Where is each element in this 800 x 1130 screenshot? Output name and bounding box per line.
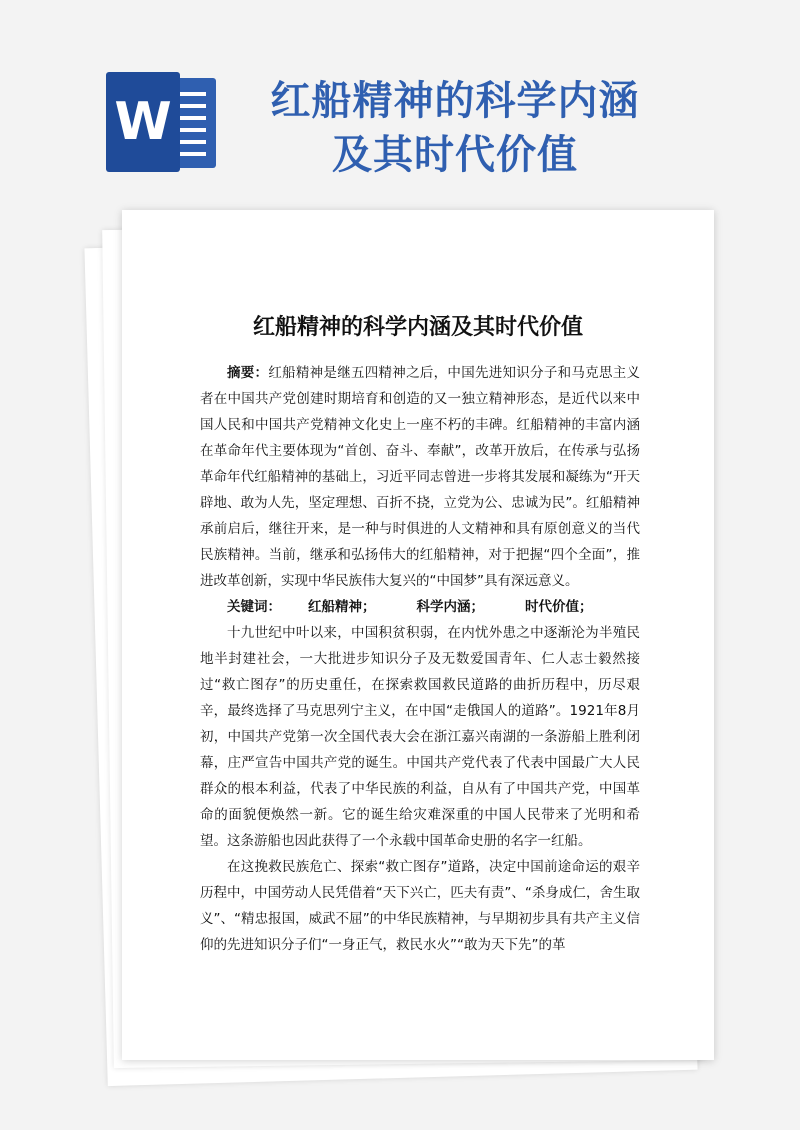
keyword-item: 时代价值； (525, 599, 593, 615)
document-body (200, 360, 640, 958)
abstract-paragraph (200, 360, 640, 594)
body-paragraph-1: 十九世纪中叶以来，中国积贫积弱，在内忧外患之中逐渐沦为半殖民地半封建社会，一大批进步知识分子及无数爱国青年、仁人志士毅然接过“救亡图存”的历史重任，在探索救国救民道路的曲折历程中，历尽艰辛，最终选择了马克思列宁主义，在中国“走俄国人的道路”。1921年8月初，中国共产党第一次全国代表大会在浙江嘉兴南湖的一条游船上胜利闭幕，庄严宣告中国共产党的诞生。中国共产党代表了代表中国最广大人民群众的根本利益，代表了中华民族的利益，自从有了中国共产党，中国革命的面貌便焕然一新。它的诞生给灾难深重的中国人民带来了光明和希望。这条游船也因此获得了一个永载中国革命史册的名字一红船。 (200, 625, 640, 849)
keyword-item: 科学内涵； (416, 599, 484, 615)
word-document-icon (106, 72, 218, 172)
document-title: 红船精神的科学内涵及其时代价值 (252, 315, 583, 340)
document-page (122, 210, 714, 1060)
word-letter-badge: W (106, 72, 180, 172)
header (0, 0, 800, 210)
abstract-text: 红船精神是继五四精神之后，中国先进知识分子和马克思主义者在中国共产党创建时期培育和创造的又一独立精神形态，是近代以来中国人民和中国共产党精神文化史上一座不朽的丰碑。红船精神的丰富内涵在革命年代主要体现为“首创、奋斗、奉献”，改革开放后，在传承与弘扬革命年代红船精神的基础上，习近平同志曾进一步将其发展和凝练为“开天辟地、敢为人先，坚定理想、百折不挠，立党为公、忠诚为民”。红船精神承前启后，继往开来，是一种与时俱进的人文精神和具有原创意义的当代民族精神。当前，继承和弘扬伟大的红船精神，对于把握“四个全面”，推进改革创新，实现中华民族伟大复兴的“中国梦”具有深远意义。 (200, 365, 640, 589)
header-title-line2: 及其时代价值 (332, 132, 578, 178)
header-title-line1: 红船精神的科学内涵 (270, 78, 640, 124)
keyword-item: 红船精神； (308, 599, 376, 615)
abstract-label: 摘要： (227, 365, 269, 381)
keywords-paragraph (200, 594, 640, 620)
header-title (240, 74, 670, 182)
keywords-label: 关键词： (227, 599, 281, 615)
body-paragraph-2: 在这挽救民族危亡、探索“救亡图存”道路，决定中国前途命运的艰辛历程中，中国劳动人民凭借着“天下兴亡，匹夫有责”、“杀身成仁，舍生取义”、“精忠报国，威武不屈”的中华民族精神，与早期初步具有共产主义信仰的先进知识分子们“一身正气，救民水火”“敢为天下先”的革 (200, 859, 640, 953)
